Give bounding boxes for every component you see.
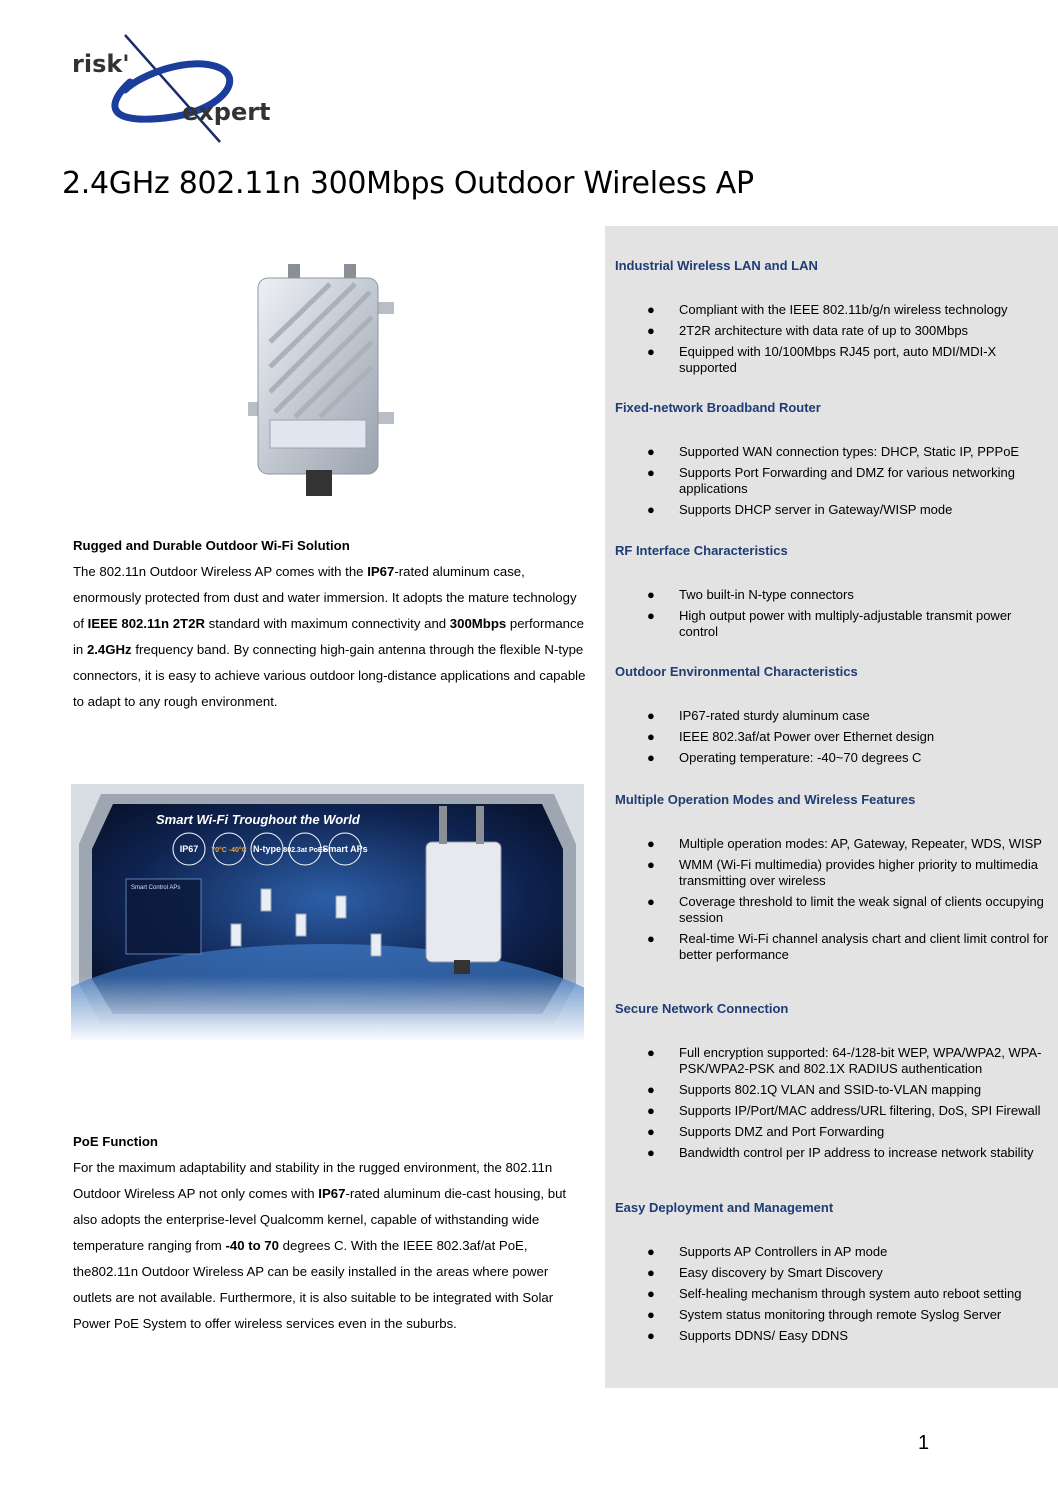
feature-item: ● Real-time Wi-Fi channel analysis chart and client limit control for better performance (647, 931, 1049, 962)
feature-item: ● IEEE 802.3af/at Power over Ethernet design (647, 729, 935, 744)
svg-text:expert: expert (182, 98, 271, 126)
poe-line: For the maximum adaptability and stability in the rugged environment, the 802.11n (73, 1160, 553, 1175)
feature-item: ● Supports DHCP server in Gateway/WISP mode (647, 502, 953, 517)
feature-item: ● High output power with multiply-adjustable transmit power control (647, 608, 1012, 639)
feature-section (615, 791, 1050, 962)
feature-item: ● Bandwidth control per IP address to increase network stability (647, 1145, 1034, 1160)
bullet-icon: ● (647, 857, 655, 872)
poe-section (73, 1129, 593, 1337)
bold-term: 2.4GHz (86, 642, 132, 657)
rugged-section (73, 533, 593, 715)
feature-section (615, 399, 1050, 517)
feature-section (615, 1000, 1050, 1160)
feature-item: ● Compliant with the IEEE 802.11b/g/n wireless technology (647, 302, 1008, 317)
feature-section (615, 663, 1050, 765)
rugged-body (73, 559, 593, 715)
bullet-icon: ● (647, 1244, 655, 1259)
feature-item: ● Coverage threshold to limit the weak signal of clients occupying session (647, 894, 1044, 925)
bold-term: IEEE 802.11n 2T2R (87, 616, 205, 631)
poe-line: outlets are not available. Furthermore, it is also suitable to be integrated with Solar (73, 1290, 554, 1305)
feature-item: ● Supports IP/Port/MAC address/URL filtering, DoS, SPI Firewall (647, 1103, 1041, 1118)
feature-item: ● Equipped with 10/100Mbps RJ45 port, auto MDI/MDI-X supported (647, 344, 997, 375)
feature-heading: Fixed-network Broadband Router (615, 400, 821, 415)
bold-term: IP67 (318, 1186, 346, 1201)
feature-item: ● System status monitoring through remote Syslog Server (647, 1307, 1002, 1322)
feature-item: ● Supported WAN connection types: DHCP, Static IP, PPPoE (647, 444, 1020, 459)
feature-item: ● Easy discovery by Smart Discovery (647, 1265, 883, 1280)
smart-wifi-banner-image (71, 784, 584, 1040)
rugged-line: of IEEE 802.11n 2T2R standard with maximum connectivity and 300Mbps performance (73, 616, 584, 631)
bold-term: IP67 (367, 564, 395, 579)
bullet-icon: ● (647, 1045, 655, 1060)
bullet-icon: ● (647, 344, 655, 359)
rugged-line: to adapt to any rough environment. (73, 694, 278, 709)
rugged-line: enormously protected from dust and water immersion. It adopts the mature technology (73, 590, 577, 605)
svg-text:risk': risk' (72, 50, 130, 78)
feature-item: ● WMM (Wi-Fi multimedia) provides higher priority to multimedia transmitting over wireless (647, 857, 1039, 888)
feature-heading: Industrial Wireless LAN and LAN (615, 258, 818, 273)
bullet-icon: ● (647, 1082, 655, 1097)
feature-items (615, 1244, 1050, 1349)
feature-items (615, 302, 1050, 381)
feature-items (615, 444, 1050, 523)
bullet-icon: ● (647, 302, 655, 317)
feature-heading: Multiple Operation Modes and Wireless Features (615, 792, 916, 807)
feature-heading: RF Interface Characteristics (615, 543, 788, 558)
feature-section (615, 257, 1050, 375)
feature-item: ● Full encryption supported: 64-/128-bit WEP, WPA/WPA2, WPA-PSK/WPA2-PSK and 802.1X RADIUS authentication (647, 1045, 1042, 1076)
feature-item: ● Multiple operation modes: AP, Gateway, Repeater, WDS, WISP (647, 836, 1042, 851)
feature-section (615, 542, 1050, 639)
feature-items (615, 587, 1050, 645)
poe-line: Outdoor Wireless AP not only comes with IP67-rated aluminum die-cast housing, but (73, 1186, 567, 1201)
bullet-icon: ● (647, 465, 655, 480)
feature-heading: Secure Network Connection (615, 1001, 789, 1016)
poe-line: also adopts the enterprise-level Qualcomm kernel, capable of withstanding wide (73, 1212, 540, 1227)
bullet-icon: ● (647, 1328, 655, 1343)
feature-item: ● 2T2R architecture with data rate of up to 300Mbps (647, 323, 969, 338)
outdoor-ap-product-image (240, 262, 455, 502)
rugged-line: in 2.4GHz frequency band. By connecting high-gain antenna through the flexible N-type (73, 642, 584, 657)
bullet-icon: ● (647, 608, 655, 623)
bullet-icon: ● (647, 1286, 655, 1301)
feature-item: ● Supports Port Forwarding and DMZ for various networking applications (647, 465, 1015, 496)
feature-item: ● Supports 802.1Q VLAN and SSID-to-VLAN mapping (647, 1082, 982, 1097)
bullet-icon: ● (647, 708, 655, 723)
feature-heading: Easy Deployment and Management (615, 1200, 834, 1215)
poe-line: Power PoE System to offer wireless services even in the suburbs. (73, 1316, 457, 1331)
bullet-icon: ● (647, 323, 655, 338)
poe-heading: PoE Function (73, 1134, 158, 1149)
feature-item: ● Operating temperature: -40~70 degrees C (647, 750, 922, 765)
bullet-icon: ● (647, 894, 655, 909)
bold-term: 300Mbps (449, 616, 507, 631)
bullet-icon: ● (647, 1103, 655, 1118)
page-number: 1 (918, 1432, 930, 1454)
feature-item: ● IP67-rated sturdy aluminum case (647, 708, 870, 723)
feature-item: ● Supports DDNS/ Easy DDNS (647, 1328, 849, 1343)
feature-items (615, 836, 1050, 968)
bullet-icon: ● (647, 587, 655, 602)
bold-term: -40 to 70 (225, 1238, 279, 1253)
bullet-icon: ● (647, 1145, 655, 1160)
poe-line: the802.11n Outdoor Wireless AP can be easily installed in the areas where power (73, 1264, 549, 1279)
rugged-line: connectors, it is easy to achieve various outdoor long-distance applications and capable (73, 668, 586, 683)
bullet-icon: ● (647, 729, 655, 744)
bullet-icon: ● (647, 750, 655, 765)
bullet-icon: ● (647, 1307, 655, 1322)
feature-items (615, 708, 1050, 771)
feature-section (615, 1199, 1050, 1343)
bullet-icon: ● (647, 502, 655, 517)
bullet-icon: ● (647, 1265, 655, 1280)
poe-body (73, 1155, 593, 1337)
rugged-line: The 802.11n Outdoor Wireless AP comes with the IP67-rated aluminum case, (73, 564, 525, 579)
feature-item: ● Two built-in N-type connectors (647, 587, 854, 602)
feature-item: ● Supports DMZ and Port Forwarding (647, 1124, 885, 1139)
bullet-icon: ● (647, 931, 655, 946)
feature-item: ● Supports AP Controllers in AP mode (647, 1244, 888, 1259)
feature-item: ● Self-healing mechanism through system auto reboot setting (647, 1286, 1022, 1301)
feature-heading: Outdoor Environmental Characteristics (615, 664, 858, 679)
poe-line: temperature ranging from -40 to 70 degrees C. With the IEEE 802.3af/at PoE, (73, 1238, 528, 1253)
bullet-icon: ● (647, 1124, 655, 1139)
risk-expert-logo (70, 30, 300, 145)
page-title: 2.4GHz 802.11n 300Mbps Outdoor Wireless AP (62, 166, 754, 201)
bullet-icon: ● (647, 444, 655, 459)
rugged-heading: Rugged and Durable Outdoor Wi-Fi Solution (73, 538, 350, 553)
bullet-icon: ● (647, 836, 655, 851)
feature-items (615, 1045, 1050, 1166)
